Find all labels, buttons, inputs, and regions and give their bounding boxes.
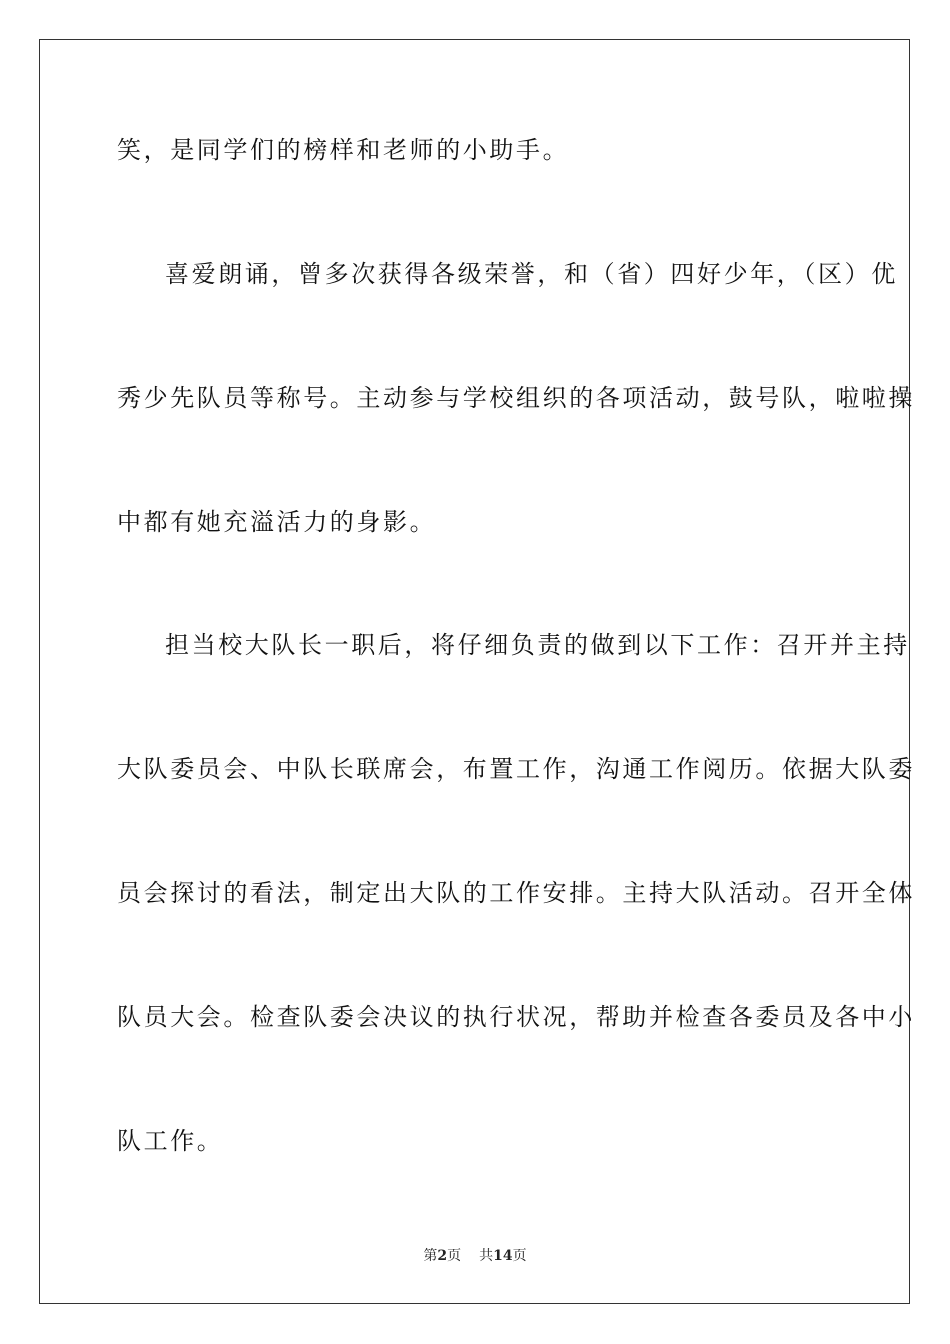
page-prefix: 第 xyxy=(423,1248,438,1264)
paragraph-line: 笑，是同学们的榜样和老师的小助手。 xyxy=(117,136,570,164)
paragraph-line: 秀少先队员等称号。主动参与学校组织的各项活动，鼓号队，啦啦操 xyxy=(117,384,915,412)
total-prefix: 共 xyxy=(479,1248,494,1264)
paragraph-line: 担当校大队长一职后，将仔细负责的做到以下工作：召开并主持 xyxy=(165,631,910,659)
page-suffix: 页 xyxy=(447,1248,462,1264)
paragraph-line: 队工作。 xyxy=(117,1127,224,1155)
page-border xyxy=(39,39,910,1304)
page-number: 2 xyxy=(437,1248,448,1264)
total-pages: 14 xyxy=(493,1248,513,1264)
paragraph-line: 中都有她充溢活力的身影。 xyxy=(117,508,437,536)
paragraph-line: 队员大会。检查队委会决议的执行状况，帮助并检查各委员及各中小 xyxy=(117,1003,915,1031)
paragraph-line: 员会探讨的看法，制定出大队的工作安排。主持大队活动。召开全体 xyxy=(117,879,915,907)
paragraph-line: 喜爱朗诵，曾多次获得各级荣誉，和（省）四好少年，（区）优 xyxy=(165,260,898,288)
total-suffix: 页 xyxy=(512,1248,527,1264)
page-footer xyxy=(0,1246,950,1266)
paragraph-line: 大队委员会、中队长联席会，布置工作，沟通工作阅历。依据大队委 xyxy=(117,755,915,783)
